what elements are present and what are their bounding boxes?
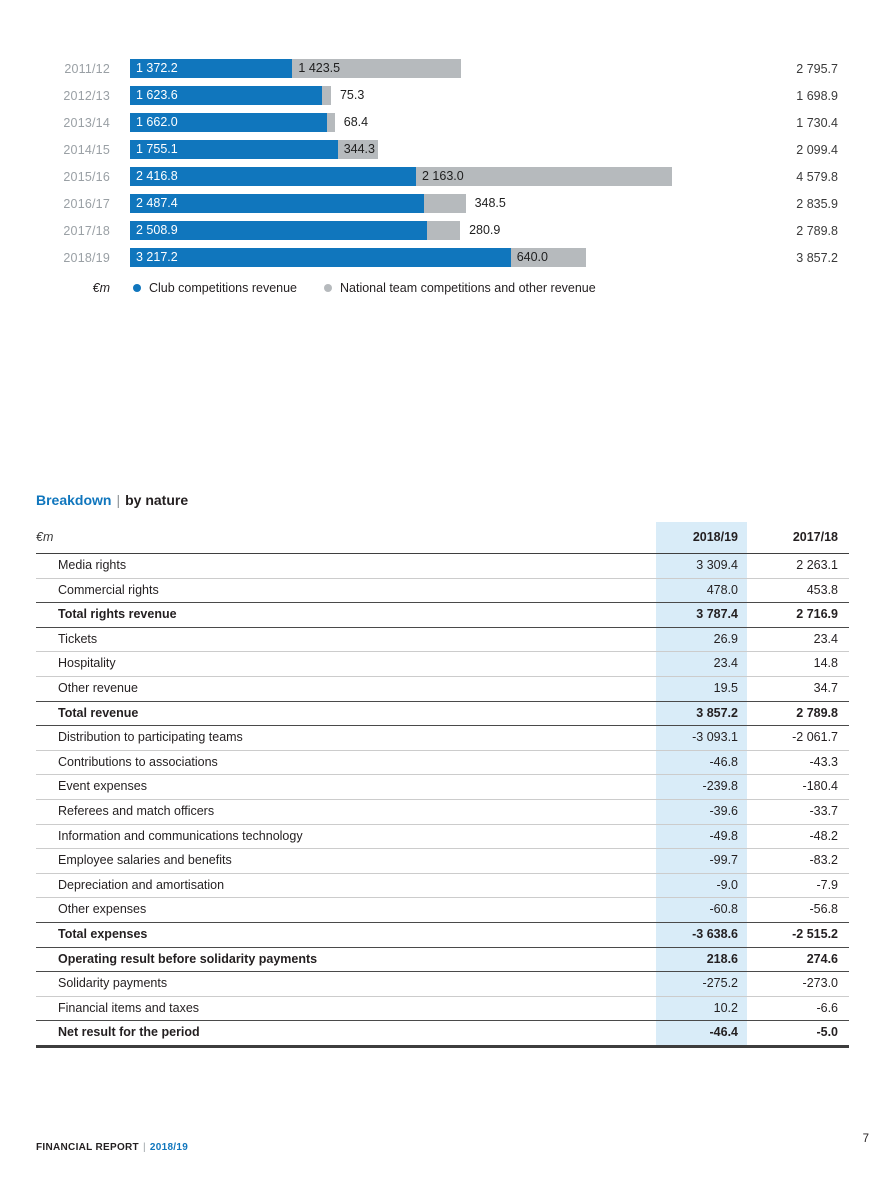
breakdown-title-primary: Breakdown bbox=[36, 492, 112, 508]
chart-total-value: 4 579.8 bbox=[796, 169, 838, 184]
row-label: Media rights bbox=[58, 558, 127, 572]
row-value-2017-18: -2 515.2 bbox=[792, 926, 838, 941]
row-value-2018-19: -275.2 bbox=[656, 972, 747, 996]
chart-year-label: 2013/14 bbox=[63, 115, 110, 130]
table-row bbox=[36, 628, 849, 653]
club-revenue-bar bbox=[130, 194, 424, 213]
table-row bbox=[36, 775, 849, 800]
national-revenue-bar bbox=[338, 140, 379, 159]
chart-year-label: 2015/16 bbox=[63, 169, 110, 184]
row-value-2018-19: -60.8 bbox=[656, 898, 747, 922]
table-row bbox=[36, 972, 849, 997]
chart-row bbox=[36, 194, 849, 213]
row-value-2017-18: -43.3 bbox=[809, 754, 838, 769]
row-value-2018-19: -99.7 bbox=[656, 849, 747, 873]
chart-bars bbox=[130, 194, 672, 213]
chart-rows bbox=[36, 59, 849, 267]
row-value-2018-19: 3 857.2 bbox=[656, 702, 747, 726]
row-value-2018-19: -46.8 bbox=[656, 751, 747, 775]
national-revenue-bar bbox=[424, 194, 465, 213]
row-label: Depreciation and amortisation bbox=[58, 877, 225, 892]
gray-bar-value: 1 423.5 bbox=[298, 61, 341, 75]
row-value-2018-19: 3 309.4 bbox=[656, 554, 747, 578]
row-label: Solidarity payments bbox=[58, 976, 168, 991]
row-value-2018-19: -3 638.6 bbox=[656, 923, 747, 947]
table-column-header-2017-18: 2017/18 bbox=[792, 530, 838, 544]
row-label: Net result for the period bbox=[58, 1025, 200, 1040]
table-row bbox=[36, 923, 849, 948]
table-row bbox=[36, 652, 849, 677]
row-value-2018-19: 478.0 bbox=[656, 579, 747, 603]
table-row bbox=[36, 702, 849, 727]
row-value-2018-19: -49.8 bbox=[656, 825, 747, 849]
table-row bbox=[36, 997, 849, 1022]
chart-total-value: 3 857.2 bbox=[796, 250, 838, 265]
blue-bar-value: 2 487.4 bbox=[136, 196, 178, 210]
chart-row bbox=[36, 86, 849, 105]
table-row bbox=[36, 1021, 849, 1048]
blue-bar-value: 1 623.6 bbox=[136, 88, 178, 102]
row-value-2018-19: -3 093.1 bbox=[656, 726, 747, 750]
blue-bar-value: 1 755.1 bbox=[136, 142, 178, 156]
row-label: Contributions to associations bbox=[58, 754, 218, 769]
row-label: Operating result before solidarity payments bbox=[58, 951, 318, 966]
row-value-2018-19: -46.4 bbox=[656, 1021, 747, 1045]
chart-row bbox=[36, 248, 849, 267]
row-label: Hospitality bbox=[58, 656, 116, 671]
chart-year-label: 2016/17 bbox=[63, 196, 110, 211]
row-label: Referees and match officers bbox=[58, 803, 215, 818]
legend-label-club-revenue: Club competitions revenue bbox=[149, 281, 297, 295]
chart-total-value: 2 835.9 bbox=[796, 196, 838, 211]
row-value-2018-19: -39.6 bbox=[656, 800, 747, 824]
gray-bar-value: 280.9 bbox=[469, 223, 501, 237]
chart-row bbox=[36, 59, 849, 78]
table-row bbox=[36, 874, 849, 899]
legend-item-club-revenue bbox=[133, 281, 297, 295]
revenue-stacked-bar-chart bbox=[36, 59, 849, 296]
table-row bbox=[36, 726, 849, 751]
row-value-2017-18: 34.7 bbox=[813, 680, 838, 695]
row-value-2017-18: -56.8 bbox=[809, 902, 838, 917]
row-value-2017-18: 14.8 bbox=[813, 656, 838, 671]
row-value-2017-18: -273.0 bbox=[802, 976, 838, 991]
row-value-2017-18: 2 263.1 bbox=[796, 558, 838, 572]
table-row bbox=[36, 800, 849, 825]
row-label: Total expenses bbox=[58, 926, 148, 941]
row-value-2017-18: 2 716.9 bbox=[796, 607, 838, 622]
row-value-2017-18: -83.2 bbox=[809, 853, 838, 868]
gray-bar-value: 2 163.0 bbox=[422, 169, 464, 183]
chart-year-label: 2011/12 bbox=[64, 61, 110, 76]
chart-year-label: 2012/13 bbox=[63, 88, 110, 103]
blue-bar-value: 2 508.9 bbox=[136, 223, 178, 237]
legend-label-national-revenue: National team competitions and other revenue bbox=[340, 281, 596, 295]
chart-year-label: 2018/19 bbox=[63, 250, 110, 265]
row-value-2018-19: 19.5 bbox=[656, 677, 747, 701]
chart-bars bbox=[130, 248, 672, 267]
row-value-2018-19: 23.4 bbox=[656, 652, 747, 676]
national-revenue-bar bbox=[416, 167, 672, 186]
legend-item-national-revenue bbox=[324, 281, 596, 295]
gray-bar-value: 75.3 bbox=[339, 88, 365, 102]
row-value-2017-18: 23.4 bbox=[813, 631, 838, 646]
blue-bar-value: 2 416.8 bbox=[136, 169, 178, 183]
row-value-2017-18: -5.0 bbox=[816, 1025, 838, 1040]
chart-year-label: 2017/18 bbox=[63, 223, 110, 238]
gray-bar-value: 348.5 bbox=[474, 196, 506, 210]
gray-bar-value: 344.3 bbox=[343, 142, 375, 156]
legend-dot-blue-icon bbox=[133, 284, 141, 292]
footer-report-label bbox=[36, 1142, 188, 1153]
table-column-header-2018-19: 2018/19 bbox=[656, 522, 747, 553]
chart-bars bbox=[130, 59, 672, 78]
chart-row bbox=[36, 113, 849, 132]
national-revenue-bar bbox=[292, 59, 461, 78]
table-row bbox=[36, 751, 849, 776]
blue-bar-value: 1 372.2 bbox=[136, 61, 178, 75]
chart-bars bbox=[130, 221, 672, 240]
table-row bbox=[36, 849, 849, 874]
club-revenue-bar bbox=[130, 167, 416, 186]
footer-report-text: FINANCIAL REPORT bbox=[36, 1142, 139, 1153]
row-value-2018-19: -9.0 bbox=[656, 874, 747, 898]
footer-year: 2018/19 bbox=[149, 1142, 189, 1153]
row-label: Information and communications technology bbox=[58, 828, 303, 843]
table-row bbox=[36, 554, 849, 579]
table-row bbox=[36, 579, 849, 604]
gray-bar-value: 640.0 bbox=[516, 250, 548, 264]
table-header-row bbox=[36, 522, 849, 554]
row-value-2017-18: 2 789.8 bbox=[796, 705, 838, 720]
gray-bar-value: 68.4 bbox=[343, 115, 369, 129]
row-value-2017-18: 274.6 bbox=[806, 951, 838, 966]
page-number: 7 bbox=[862, 1133, 869, 1145]
row-label: Total rights revenue bbox=[58, 607, 177, 622]
club-revenue-bar bbox=[130, 59, 292, 78]
chart-row bbox=[36, 140, 849, 159]
table-row bbox=[36, 603, 849, 628]
row-label: Financial items and taxes bbox=[58, 1000, 200, 1015]
row-value-2018-19: 26.9 bbox=[656, 628, 747, 652]
club-revenue-bar bbox=[130, 86, 322, 105]
breakdown-title bbox=[36, 492, 849, 508]
chart-year-label: 2014/15 bbox=[63, 142, 110, 157]
table-row bbox=[36, 825, 849, 850]
row-label: Total revenue bbox=[58, 705, 139, 720]
row-value-2018-19: -239.8 bbox=[656, 775, 747, 799]
table-unit-label: €m bbox=[36, 530, 54, 544]
row-value-2017-18: -180.4 bbox=[802, 779, 838, 794]
club-revenue-bar bbox=[130, 221, 427, 240]
chart-total-value: 1 698.9 bbox=[796, 88, 838, 103]
chart-row bbox=[36, 167, 849, 186]
breakdown-table bbox=[36, 522, 849, 1048]
row-label: Tickets bbox=[58, 631, 98, 646]
chart-total-value: 2 789.8 bbox=[796, 223, 838, 238]
row-value-2018-19: 218.6 bbox=[656, 948, 747, 972]
row-value-2018-19: 10.2 bbox=[656, 997, 747, 1021]
chart-bars bbox=[130, 140, 672, 159]
row-label: Other expenses bbox=[58, 902, 147, 917]
club-revenue-bar bbox=[130, 113, 327, 132]
table-body bbox=[36, 554, 849, 1048]
chart-total-value: 2 099.4 bbox=[796, 142, 838, 157]
chart-unit-label: €m bbox=[92, 281, 110, 295]
chart-total-value: 1 730.4 bbox=[796, 115, 838, 130]
chart-legend bbox=[36, 280, 849, 296]
row-label: Distribution to participating teams bbox=[58, 730, 243, 745]
row-label: Event expenses bbox=[58, 779, 147, 794]
blue-bar-value: 1 662.0 bbox=[136, 115, 178, 129]
row-label: Other revenue bbox=[58, 680, 138, 695]
legend-dot-gray-icon bbox=[324, 284, 332, 292]
chart-bars bbox=[130, 167, 672, 186]
row-value-2017-18: 453.8 bbox=[806, 582, 838, 597]
breakdown-title-separator: | bbox=[116, 492, 121, 508]
row-value-2017-18: -6.6 bbox=[816, 1000, 838, 1015]
row-label: Employee salaries and benefits bbox=[58, 853, 232, 868]
national-revenue-bar bbox=[427, 221, 460, 240]
club-revenue-bar bbox=[130, 140, 338, 159]
chart-row bbox=[36, 221, 849, 240]
row-value-2017-18: -33.7 bbox=[809, 803, 838, 818]
club-revenue-bar bbox=[130, 248, 511, 267]
blue-bar-value: 3 217.2 bbox=[136, 250, 178, 264]
table-row bbox=[36, 948, 849, 973]
footer-separator: | bbox=[142, 1142, 146, 1153]
chart-bars bbox=[130, 113, 672, 132]
chart-total-value: 2 795.7 bbox=[796, 61, 838, 76]
national-revenue-bar bbox=[322, 86, 331, 105]
national-revenue-bar bbox=[327, 113, 335, 132]
row-label: Commercial rights bbox=[58, 582, 159, 597]
row-value-2017-18: -48.2 bbox=[809, 828, 838, 843]
row-value-2017-18: -7.9 bbox=[816, 877, 838, 892]
chart-bars bbox=[130, 86, 672, 105]
table-row bbox=[36, 898, 849, 923]
row-value-2017-18: -2 061.7 bbox=[792, 730, 838, 745]
table-row bbox=[36, 677, 849, 702]
breakdown-title-secondary: by nature bbox=[125, 492, 189, 508]
row-value-2018-19: 3 787.4 bbox=[656, 603, 747, 627]
national-revenue-bar bbox=[511, 248, 587, 267]
